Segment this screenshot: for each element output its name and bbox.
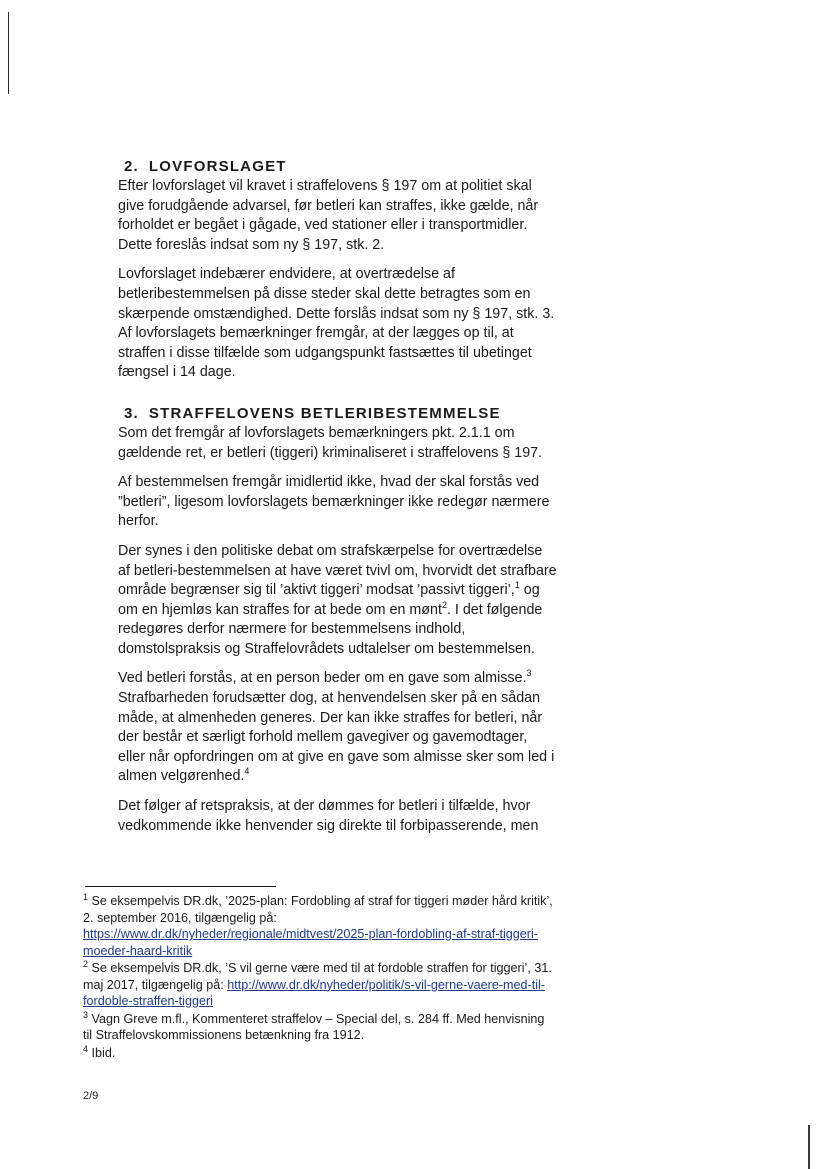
footnote-ref[interactable]: 1 (514, 580, 520, 591)
footnote-number: 3 (83, 1009, 89, 1020)
section-title: STRAFFELOVENS BETLERIBESTEMMELSE (148, 404, 501, 422)
footnote-text: Ibid. (88, 1045, 116, 1060)
footnote-link[interactable]: https://www.dr.dk/nyheder/regionale/midtvest/2025-plan-fordobling-af-straf-tiggeri-moeder-haard-kritik (83, 927, 538, 958)
page-number: 2/9 (83, 1090, 99, 1102)
footnote-1 (83, 893, 553, 959)
footnote-number: 4 (83, 1043, 89, 1054)
text-run: Strafbarheden forudsætter dog, at henvendelsen sker på en sådan måde, at almenheden generes. Der kan ikke straffes for betleri, når der består et særligt forhold mellem gavegiver og gavemodtager, eller når opfordringen om at give en gave som almisse sker som led i almen velgørenhed. (118, 690, 555, 785)
footnote-ref[interactable]: 4 (244, 766, 250, 777)
footnote-text: Se eksempelvis DR.dk, ’S vil gerne være med til at fordoble straffen for tiggeri’, 31. maj 2017, tilgængelig på: (83, 961, 552, 992)
footnotes (83, 893, 553, 1062)
section-betleribestemmelse (118, 405, 558, 836)
paragraph: Efter lovforslaget vil kravet i straffelovens § 197 om at politiet skal give forudgående advarsel, før betleri kan straffes, ikke gælde, når forholdet er begået i gågade, ved stationer eller i transportmidler. Dette foreslås indsat som ny § 197, stk. 2. (118, 178, 539, 253)
text-run: og om en hjemløs kan straffes for at bede om en mønt (118, 582, 540, 618)
section-number: 2. (124, 158, 139, 175)
paragraph: Som det fremgår af lovforslagets bemærkningers pkt. 2.1.1 om gældende ret, er betleri (tiggeri) kriminaliseret i straffelovens § 197. (118, 424, 543, 461)
section-title: LOVFORSLAGET (148, 158, 287, 175)
footnote-number: 1 (83, 891, 89, 902)
scan-edge-left (8, 12, 9, 94)
paragraph: Lovforslaget indebærer endvidere, at overtrædelse af betleribestemmelsen på disse steder skal dette betragtes som en skærpende omstændighed. Dette forslås indsat som ny § 197, stk. 3. Af lovforslagets bemærkninger fremgår, at der lægges op til, at straffen i disse tilfælde som udgangspunkt fastsættes til ubetinget fængsel i 14 dage. (118, 266, 555, 381)
footnote-number: 2 (83, 958, 89, 969)
footnote-ref[interactable]: 2 (441, 599, 447, 610)
section-lovforslaget (118, 158, 558, 383)
footnote-ref[interactable]: 3 (526, 668, 532, 679)
section-number: 3. (124, 404, 139, 422)
footnote-4 (83, 1045, 553, 1062)
footnote-text: Vagn Greve m.fl., Kommenteret straffelov – Special del, s. 284 ff. Med henvisning til Straffelovskommissionens betænkning fra 1912. (83, 1011, 545, 1042)
paragraph-practice: Det følger af retspraksis, at der dømmes for betleri i tilfælde, hvor vedkommende ikke henvender sig direkte til forbipasserende, men (118, 798, 539, 834)
footnote-link[interactable]: http://www.dr.dk/nyheder/politik/s-vil-gerne-vaere-med-til-fordoble-straffen-tiggeri (83, 977, 545, 1008)
text-run: . I det følgende redegøres derfor nærmere for bestemmelsens indhold, domstolspraksis og Straffelovrådets udtalelser om bestemmelsen. (118, 601, 543, 657)
section-heading (118, 158, 558, 175)
paragraph: Af bestemmelsen fremgår imidlertid ikke, hvad der skal forstås ved ”betleri”, ligesom lovforslagets bemærkninger ikke redegør nærmere herfor. (118, 474, 550, 530)
text-run: Ved betleri forstås, at en person beder om en gave som almisse. (118, 670, 527, 687)
document-body (118, 158, 558, 846)
footnote-separator (85, 886, 276, 887)
footnote-text: Se eksempelvis DR.dk, ’2025-plan: Fordobling af straf for tiggeri møder hård kritik’, 2. september 2016, tilgængelig på: (83, 894, 553, 925)
paragraph-debate (118, 542, 558, 660)
footnote-2 (83, 960, 553, 1010)
section-heading (118, 405, 558, 422)
footnote-3 (83, 1011, 553, 1044)
scan-edge-right (808, 1125, 810, 1169)
paragraph-definition (118, 669, 558, 787)
text-run: Der synes i den politiske debat om strafskærpelse for overtrædelse af betleri-bestemmelsen at have været tvivl om, hvorvidt det strafbare område begrænser sig til ’aktivt tiggeri’ modsat ’passivt tiggeri’, (118, 542, 557, 599)
